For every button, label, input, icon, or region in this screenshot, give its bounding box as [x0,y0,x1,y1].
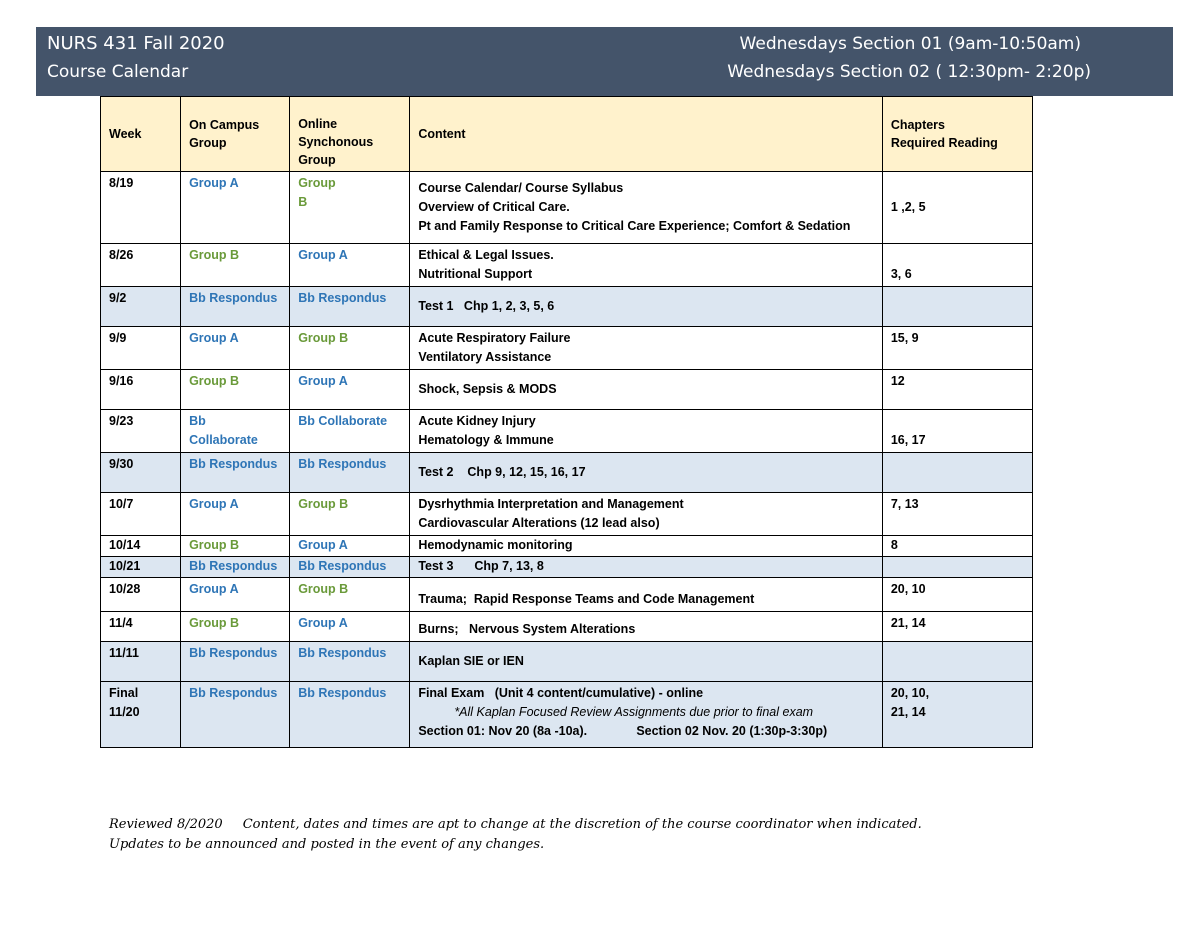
col-header-content: Content [410,97,883,172]
table-row [101,642,1033,682]
campus-group-cell: Group B [181,244,290,287]
table-row [101,327,1033,370]
content-cell: Burns; Nervous System Alterations [410,612,883,642]
week-cell: 9/16 [101,370,181,410]
kaplan-note: *All Kaplan Focused Review Assignments due prior to final exam [454,705,814,719]
online-group-cell: Bb Respondus [290,287,410,327]
chapters-cell: 16, 17 [882,410,1032,453]
section-02-schedule: Wednesdays Section 02 ( 12:30pm- 2:20p) [727,62,1091,82]
change-notice: Content, dates and times are apt to change at the discretion of the course coordinator when indicated. [242,817,922,832]
content-cell: Hemodynamic monitoring [410,536,883,557]
online-group-cell: Bb Collaborate [290,410,410,453]
online-group-cell: Bb Respondus [290,642,410,682]
online-group-cell: Group A [290,536,410,557]
table-header-row [101,97,1033,172]
table-row [101,578,1033,612]
table-row [101,536,1033,557]
table-row [101,682,1033,748]
section-01-schedule: Wednesdays Section 01 (9am-10:50am) [739,34,1081,54]
content-cell: Dysrhythmia Interpretation and Management Cardiovascular Alterations (12 lead also) [410,493,883,536]
content-cell: Trauma; Rapid Response Teams and Code Management [410,578,883,612]
final-exam-line: Final Exam (Unit 4 content/cumulative) - online [418,686,704,700]
table-row [101,244,1033,287]
course-title: NURS 431 Fall 2020 [47,33,225,54]
week-cell: 9/30 [101,453,181,493]
content-cell [410,682,883,748]
table-row [101,287,1033,327]
week-cell: 9/23 [101,410,181,453]
chapters-cell: 8 [882,536,1032,557]
col-header-on-campus: On Campus Group [181,97,290,172]
content-cell: Acute Kidney Injury Hematology & Immune [410,410,883,453]
reviewed-date: Reviewed 8/2020 [109,817,223,832]
week-cell: Final 11/20 [101,682,181,748]
campus-group-cell: Group B [181,612,290,642]
chapters-cell: 7, 13 [882,493,1032,536]
online-group-cell: Bb Respondus [290,453,410,493]
final-sections-line: Section 01: Nov 20 (8a -10a). Section 02 Nov. 20 (1:30p-3:30p) [418,724,828,738]
campus-group-cell: Bb Respondus [181,287,290,327]
content-cell: Test 3 Chp 7, 13, 8 [410,557,883,578]
online-group-cell: Group A [290,244,410,287]
chapters-cell [882,287,1032,327]
table-row [101,453,1033,493]
week-cell: 10/7 [101,493,181,536]
chapters-cell: 20, 10 [882,578,1032,612]
table-row [101,612,1033,642]
week-cell: 10/28 [101,578,181,612]
online-group-cell: Group B [290,327,410,370]
online-group-cell: Group A [290,612,410,642]
footer-line-1 [109,815,1109,835]
content-cell: Acute Respiratory Failure Ventilatory Assistance [410,327,883,370]
content-cell: Shock, Sepsis & MODS [410,370,883,410]
online-group-cell: Group B [290,493,410,536]
chapters-cell: 21, 14 [882,612,1032,642]
week-cell: 8/19 [101,172,181,244]
week-cell: 11/11 [101,642,181,682]
content-cell: Ethical & Legal Issues. Nutritional Support [410,244,883,287]
table-row [101,493,1033,536]
campus-group-cell: Bb Respondus [181,682,290,748]
header-banner [36,27,1173,96]
chapters-cell: 15, 9 [882,327,1032,370]
campus-group-cell: Group A [181,327,290,370]
campus-group-cell: Group B [181,536,290,557]
online-group-cell: Bb Respondus [290,557,410,578]
online-group-cell: Group B [290,172,410,244]
campus-group-cell: Bb Collaborate [181,410,290,453]
campus-group-cell: Group A [181,172,290,244]
col-header-online: Online Synchonous Group [290,97,410,172]
footer-note [109,815,1109,855]
online-group-cell: Group A [290,370,410,410]
online-group-cell: Bb Respondus [290,682,410,748]
col-header-chapters: Chapters Required Reading [882,97,1032,172]
week-cell: 10/14 [101,536,181,557]
course-calendar-table [100,96,1033,748]
chapters-cell [882,642,1032,682]
online-group-cell: Group B [290,578,410,612]
campus-group-cell: Group B [181,370,290,410]
course-subtitle: Course Calendar [47,62,189,82]
table-row [101,410,1033,453]
table-row [101,557,1033,578]
week-cell: 8/26 [101,244,181,287]
table-row [101,370,1033,410]
chapters-cell: 12 [882,370,1032,410]
campus-group-cell: Bb Respondus [181,642,290,682]
campus-group-cell: Bb Respondus [181,557,290,578]
campus-group-cell: Group A [181,578,290,612]
week-cell: 9/2 [101,287,181,327]
content-cell: Course Calendar/ Course Syllabus Overview of Critical Care. Pt and Family Response to Critical Care Experience; Comfort & Sedation [410,172,883,244]
week-cell: 11/4 [101,612,181,642]
content-cell: Kaplan SIE or IEN [410,642,883,682]
week-cell: 10/21 [101,557,181,578]
table-row [101,172,1033,244]
footer-line-2: Updates to be announced and posted in the event of any changes. [109,837,545,852]
content-cell: Test 1 Chp 1, 2, 3, 5, 6 [410,287,883,327]
col-header-week: Week [101,97,181,172]
chapters-cell [882,557,1032,578]
chapters-cell: 3, 6 [882,244,1032,287]
chapters-cell: 1 ,2, 5 [882,172,1032,244]
chapters-cell: 20, 10, 21, 14 [882,682,1032,748]
chapters-cell [882,453,1032,493]
campus-group-cell: Group A [181,493,290,536]
campus-group-cell: Bb Respondus [181,453,290,493]
week-cell: 9/9 [101,327,181,370]
content-cell: Test 2 Chp 9, 12, 15, 16, 17 [410,453,883,493]
